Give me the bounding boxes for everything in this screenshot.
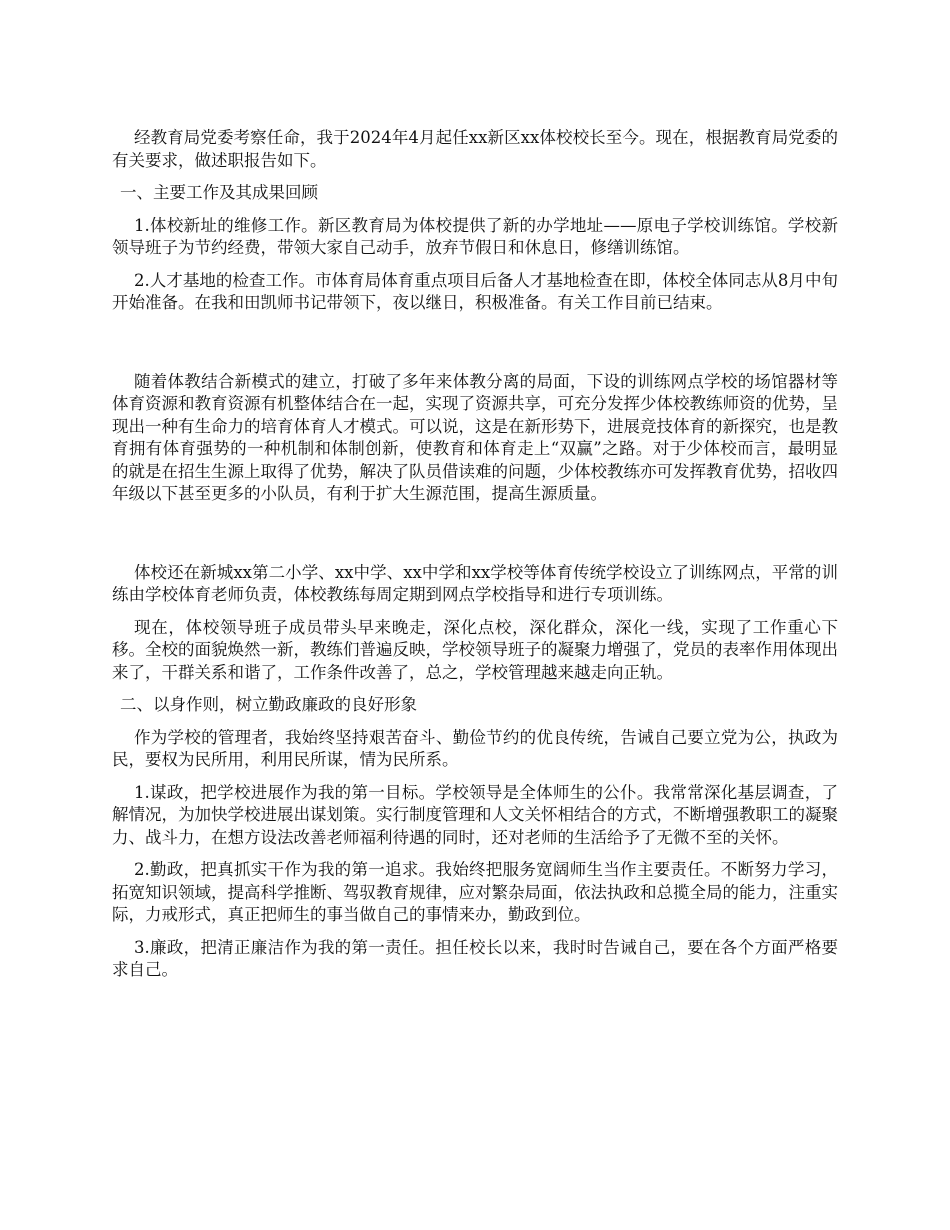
- paragraph-qinzheng: 2.勤政，把真抓实干作为我的第一追求。我始终把服务宽阔师生当作主要责任。不断努力学习，拓宽知识领域，提高科学推断、驾驭教育规律，应对繁杂局面，依法执政和总揽全局的能力，注重实际，力戒形式，真正把师生的事当做自己的事情来办，勤政到位。: [112, 860, 838, 924]
- paragraph-leadership: 现在，体校领导班子成员带头早来晚走，深化点校，深化群众，深化一线，实现了工作重心下移。全校的面貌焕然一新，教练们普遍反映，学校领导班子的凝聚力增强了，党员的表率作用体现出来了，干群关系和谐了，工作条件改善了，总之，学校管理越来越走向正轨。: [112, 617, 838, 682]
- paragraph-training-points: 体校还在新城xx第二小学、xx中学、xx中学和xx学校等体育传统学校设立了训练网点，平常的训练由学校体育老师负责，体校教练每周定期到网点学校指导和进行专项训练。: [112, 562, 838, 604]
- blank-space: [112, 325, 838, 371]
- section-heading-2: 二、以身作则，树立勤政廉政的良好形象: [120, 695, 417, 714]
- paragraph-inspection: 2.人才基地的检查工作。市体育局体育重点项目后备人才基地检查在即，体校全体同志从8月中旬开始准备。在我和田凯师书记带领下，夜以继日，积极准备。有关工作目前已结束。: [112, 270, 838, 312]
- section-heading-1: 一、主要工作及其成果回顾: [120, 183, 318, 202]
- intro-paragraph: 经教育局党委考察任命，我于2024年4月起任xx新区xx体校校长至今。现在，根据教育局党委的有关要求，做述职报告如下。: [112, 128, 838, 170]
- blank-space: [112, 516, 838, 562]
- paragraph-new-model: 随着体教结合新模式的建立，打破了多年来体教分离的局面，下设的训练网点学校的场馆器材等体育资源和教育资源有机整体结合在一起，实现了资源共享，可充分发挥少体校教练师资的优势，呈现出一种有生命力的培育体育人才模式。可以说，这是在新形势下，进展竞技体育的新探究，也是教育拥有体育强势的一种机制和体制创新，使教育和体育走上“双赢”之路。对于少体校而言，最明显的就是在招生生源上取得了优势，解决了队员借读难的问题，少体校教练亦可发挥教育优势，招收四年级以下甚至更多的小队员，有利于扩大生源范围，提高生源质量。: [112, 371, 838, 503]
- paragraph-renovation: 1.体校新址的维修工作。新区教育局为体校提供了新的办学地址——原电子学校训练馆。学校新领导班子为节约经费，带领大家自己动手，放弃节假日和休息日，修缮训练馆。: [112, 215, 838, 257]
- paragraph-mouzheng: 1.谋政，把学校进展作为我的第一目标。学校领导是全体师生的公仆。我常常深化基层调查，了解情况，为加快学校进展出谋划策。实行制度管理和人文关怀相结合的方式，不断增强教职工的凝聚力、战斗力，在想方设法改善老师福利待遇的同时，还对老师的生活给予了无微不至的关怀。: [112, 782, 838, 847]
- paragraph-lianzheng: 3.廉政，把清正廉洁作为我的第一责任。担任校长以来，我时时告诫自己，要在各个方面严格要求自己。: [112, 937, 838, 979]
- paragraph-manager: 作为学校的管理者，我始终坚持艰苦奋斗、勤俭节约的优良传统，告诫自己要立党为公，执政为民，要权为民所用，利用民所谋，情为民所系。: [112, 727, 838, 769]
